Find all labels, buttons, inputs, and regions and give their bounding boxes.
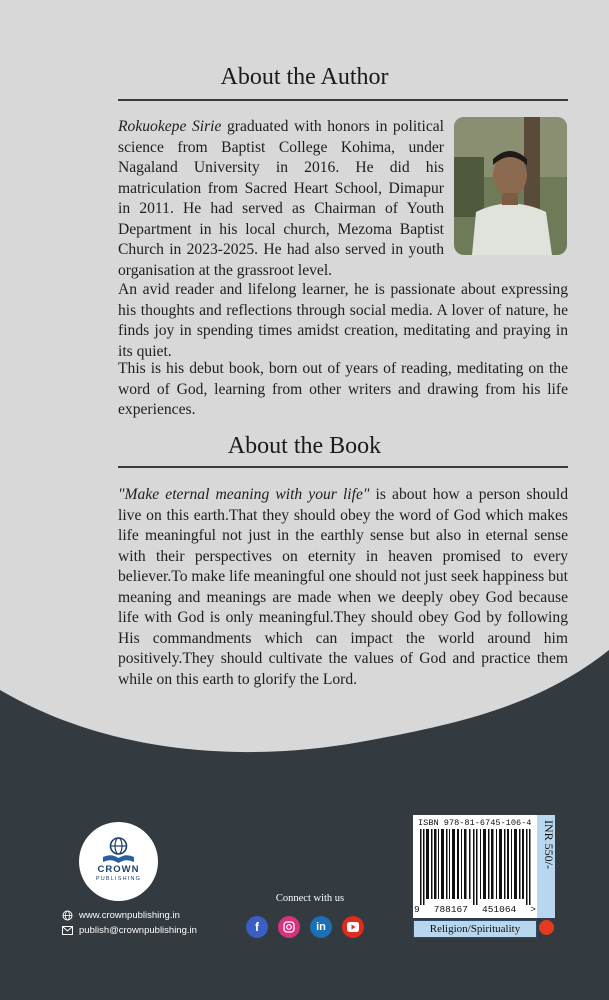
barcode-digit-suffix: > bbox=[530, 904, 536, 915]
author-section-title: About the Author bbox=[220, 64, 389, 90]
website-line bbox=[62, 910, 180, 921]
connect-label: Connect with us bbox=[275, 893, 345, 904]
youtube-icon[interactable] bbox=[342, 916, 364, 938]
email-link[interactable]: publish@crownpublishing.in bbox=[79, 925, 197, 936]
book-section-title: About the Book bbox=[227, 433, 382, 459]
barcode-bars bbox=[418, 829, 532, 905]
publisher-subname: PUBLISHING bbox=[95, 876, 142, 882]
author-photo bbox=[454, 117, 567, 255]
category-label: Religion/Spirituality bbox=[413, 920, 537, 938]
website-link[interactable]: www.crownpublishing.in bbox=[79, 910, 180, 921]
publisher-logo bbox=[79, 822, 158, 901]
barcode-digit-group-2: 451064 bbox=[482, 904, 517, 915]
isbn-label: ISBN 978-81-6745-106-4 bbox=[418, 818, 532, 828]
barcode-digits bbox=[414, 904, 536, 915]
red-dot-marker bbox=[539, 920, 554, 935]
publisher-name: CROWN bbox=[97, 864, 140, 875]
price-label: INR 550/- bbox=[542, 820, 556, 869]
author-interests-paragraph: An avid reader and lifelong learner, he is passionate about expressing his thoughts and reflections through social media. A lover of nature, he finds joy in spending times amidst creation, meditating and praying in its quiet. bbox=[118, 281, 568, 360]
facebook-icon[interactable]: f bbox=[246, 916, 268, 938]
author-name: Rokuokepe Sirie bbox=[118, 118, 222, 135]
book-title-quote: "Make eternal meaning with your life" bbox=[118, 486, 370, 503]
mail-icon bbox=[62, 926, 73, 935]
instagram-icon[interactable] bbox=[278, 916, 300, 938]
email-line bbox=[62, 925, 197, 936]
barcode-digit-group-1: 788167 bbox=[433, 904, 468, 915]
author-title-rule bbox=[118, 99, 568, 101]
book-description-text: is about how a person should live on this earth.That they should obey the word of God which makes life meaningful not just in the earthly sense but also in eternal sense with their perspectives on eternity in heaven promised to every believer.To make life meaningful one should not just seek happiness but meaning and meanings are made when we deeply obey God because life with God is only meaningful.They should obey God by following His commandments which can impact the world around him positively.They should cultivate the values of God and practice them while on this earth to glorify the Lord. bbox=[118, 486, 568, 688]
author-debut-paragraph: This is his debut book, born out of years of reading, meditating on the word of God, learning from other writers and drawing from his life experiences. bbox=[118, 360, 568, 418]
author-bio-text: graduated with honors in political science from Baptist College Kohima, under Nagaland University in 2016. He did his matriculation from Sacred Heart School, Dimapur in 2011. He had served as Chairman of Youth Department in his local church, Mezoma Baptist Church in 2023-2025. He had also served in youth organisation at the grassroot level. bbox=[118, 118, 445, 279]
globe-book-icon bbox=[79, 822, 158, 901]
barcode-digit-prefix: 9 bbox=[414, 904, 420, 915]
author-bio-paragraph bbox=[118, 117, 444, 281]
book-description-paragraph bbox=[118, 485, 568, 690]
linkedin-icon[interactable]: in bbox=[310, 916, 332, 938]
globe-icon bbox=[62, 910, 73, 921]
book-title-rule bbox=[118, 466, 568, 468]
